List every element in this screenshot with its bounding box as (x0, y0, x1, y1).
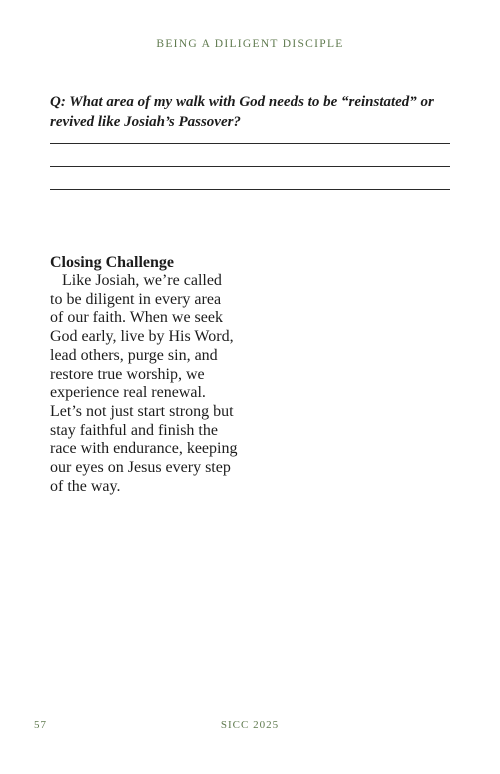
reflection-question: Q: What area of my walk with God needs to be “reinstated” or revived like Josiah’s Passover? (50, 94, 434, 130)
footer-title: SICC 2025 (220, 719, 280, 731)
answer-line (50, 143, 450, 144)
answer-line (50, 189, 450, 190)
section-body: Like Josiah, we’re called to be diligent in every area of our faith. When we seek God early, live by His Word, lead others, purge sin, and restore true worship, we experience real renewal. Let’s not just start strong but stay faithful and finish the race with endurance, keeping our eyes on Jesus every step of the way. (50, 272, 238, 495)
section-title: Closing Challenge (50, 254, 175, 271)
answer-line (50, 166, 450, 167)
running-header: BEING A DILIGENT DISCIPLE (156, 38, 344, 50)
page-number: 57 (34, 719, 47, 731)
